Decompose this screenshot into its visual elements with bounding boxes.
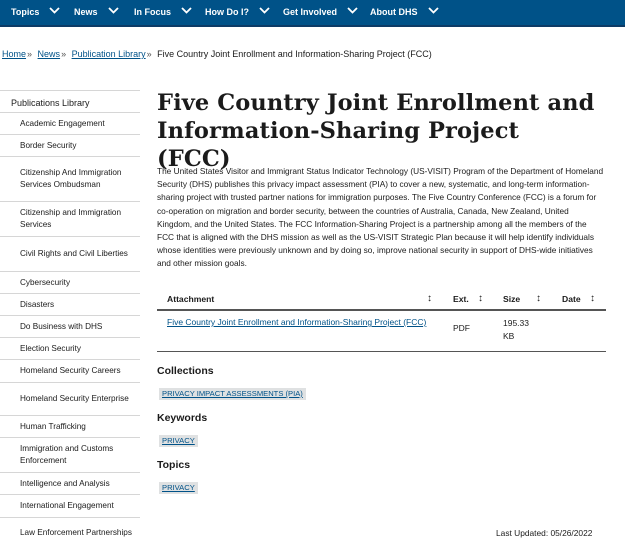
column-attachment: Attachment: [167, 294, 215, 304]
breadcrumb-current: Five Country Joint Enrollment and Information-Sharing Project (FCC): [157, 49, 432, 59]
breadcrumb-home-link[interactable]: Home: [2, 49, 27, 59]
nav-in-focus[interactable]: [134, 0, 192, 25]
sidebar-title-publications-library[interactable]: Publications Library: [0, 90, 140, 113]
attachments-table-header: [157, 291, 606, 311]
column-ext: Ext.: [453, 294, 469, 304]
nav-about-dhs[interactable]: [370, 0, 439, 25]
column-date: Date: [562, 294, 581, 304]
sidebar-item-intelligence-analysis[interactable]: Intelligence and Analysis: [0, 473, 140, 495]
sidebar-item-civil-rights[interactable]: Civil Rights and Civil Liberties: [0, 237, 140, 272]
sort-icon[interactable]: ↕: [427, 293, 432, 304]
sidebar-item-election-security[interactable]: Election Security: [0, 338, 140, 360]
keyword-tag[interactable]: PRIVACY: [159, 435, 198, 447]
collection-tag[interactable]: PRIVACY IMPACT ASSESSMENTS (PIA): [159, 388, 306, 400]
sidebar-nav: [0, 90, 140, 548]
sort-icon[interactable]: ↕: [536, 293, 541, 304]
table-row: [157, 311, 606, 352]
breadcrumb-separator: »: [27, 49, 33, 59]
sidebar-item-international-engagement[interactable]: International Engagement: [0, 495, 140, 518]
attachment-size: 195.33 KB: [503, 318, 529, 341]
sidebar-item-ice[interactable]: Immigration and Customs Enforcement: [0, 438, 140, 473]
breadcrumb-separator: »: [146, 49, 152, 59]
nav-news-label: News: [74, 7, 98, 17]
sidebar-item-human-trafficking[interactable]: Human Trafficking: [0, 416, 140, 438]
top-navigation: [0, 0, 625, 27]
attachments-table: [157, 291, 606, 352]
chevron-down-icon: [181, 0, 192, 24]
collections-heading: Collections: [157, 365, 214, 377]
attachment-link[interactable]: Five Country Joint Enrollment and Information-Sharing Project (FCC): [167, 317, 427, 327]
sidebar-item-homeland-security-enterprise[interactable]: Homeland Security Enterprise: [0, 383, 140, 416]
chevron-down-icon: [49, 0, 60, 24]
nav-get-involved[interactable]: [283, 0, 358, 25]
sidebar-item-law-enforcement-partnerships[interactable]: Law Enforcement Partnerships: [20, 528, 132, 537]
sidebar-item-cis-ombudsman[interactable]: Citizenship And Immigration Services Ombudsman: [0, 157, 140, 202]
page-title: Five Country Joint Enrollment and Information-Sharing Project (FCC): [157, 90, 595, 172]
nav-topics-label: Topics: [11, 7, 40, 17]
chevron-down-icon: [108, 0, 119, 24]
breadcrumb-news-link[interactable]: News: [37, 49, 61, 59]
chevron-down-icon: [347, 0, 358, 24]
last-updated: Last Updated: 05/26/2022: [496, 528, 593, 538]
sidebar-item-homeland-security-careers[interactable]: Homeland Security Careers: [0, 360, 140, 383]
nav-news[interactable]: [74, 0, 119, 25]
sidebar-item-border-security[interactable]: Border Security: [0, 135, 140, 157]
nav-topics[interactable]: [11, 0, 60, 25]
topics-heading: Topics: [157, 459, 191, 471]
page-description: The United States Visitor and Immigrant Status Indicator Technology (US-VISIT) Program of the Department of Homeland Security (DHS) publishes this privacy impact assessment (PIA) to cover a new, systematic, and long-term information-sharing project with trusted partner nations for immigration purposes. The Five Country Conference (FCC) is a forum for co-operation on migration and border security, between the countries of Australia, Canada, New Zealand, United Kingdom, and the United States. The FCC Information-Sharing Project is a partnership among all the members of the FCC that is aligned with the DHS mission as well as the US-VISIT Strategic Plan because it will help identify individuals whose identities were previously unknown and by doing so, improve national security in support of DHS-wide initiatives and other mission goals.: [157, 166, 604, 269]
nav-in-focus-label: In Focus: [134, 7, 172, 17]
sidebar-item-disasters[interactable]: Disasters: [0, 294, 140, 316]
nav-about-dhs-label: About DHS: [370, 7, 418, 17]
column-size: Size: [503, 294, 521, 304]
sidebar-item-academic-engagement[interactable]: Academic Engagement: [0, 113, 140, 135]
nav-get-involved-label: Get Involved: [283, 7, 338, 17]
sort-icon[interactable]: ↕: [590, 293, 595, 304]
breadcrumb-publication-library-link[interactable]: Publication Library: [71, 49, 146, 59]
topic-tag[interactable]: PRIVACY: [159, 482, 198, 494]
sidebar-item-cybersecurity[interactable]: Cybersecurity: [0, 272, 140, 294]
breadcrumb-separator: »: [61, 49, 67, 59]
attachment-ext: PDF: [453, 323, 470, 333]
keywords-heading: Keywords: [157, 412, 208, 424]
sidebar-item-do-business[interactable]: Do Business with DHS: [0, 316, 140, 338]
nav-how-do-i[interactable]: [205, 0, 270, 25]
sort-icon[interactable]: ↕: [478, 293, 483, 304]
chevron-down-icon: [428, 0, 439, 24]
breadcrumb: [2, 49, 432, 59]
nav-how-do-i-label: How Do I?: [205, 7, 249, 17]
chevron-down-icon: [259, 0, 270, 24]
sidebar-item-citizenship-immigration-services[interactable]: Citizenship and Immigration Services: [0, 202, 140, 237]
